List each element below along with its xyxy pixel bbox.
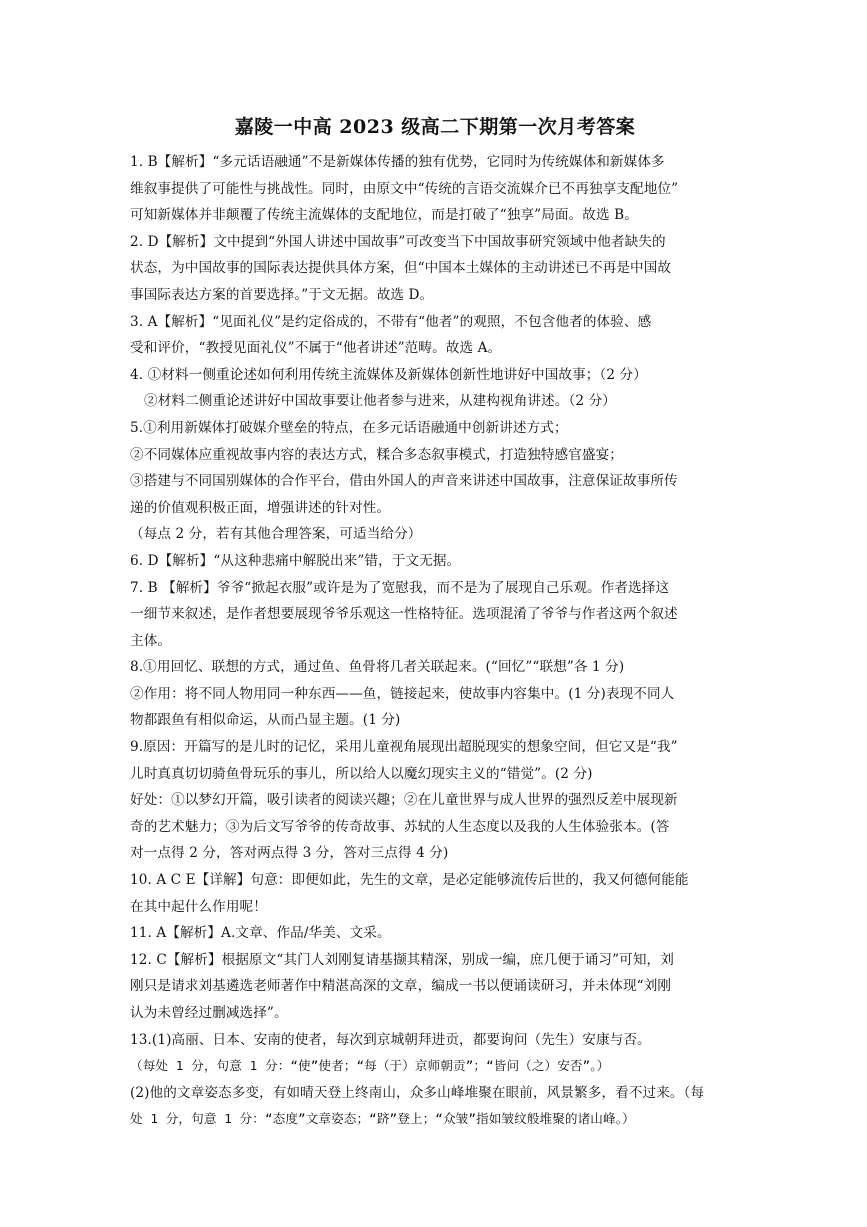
q8-line-1: 8.①用回忆、联想的方式，通过鱼、鱼骨将几者关联起来。(“回忆”“联想”各 1 分) [130,659,625,676]
q9-line-2: 儿时真真切切骑鱼骨玩乐的事儿，所以给人以魔幻现实主义的“错觉”。(2 分) [130,765,593,782]
q7-line-3: 主体。 [130,632,172,649]
q3-line-1: 3. A【解析】“见面礼仪”是约定俗成的，不带有“他者”的观照，不包含他者的体验、感 [130,313,652,330]
q8-line-2: ②作用：将不同人物用同一种东西——鱼，链接起来，使故事内容集中。(1 分)表现不同人 [130,685,675,702]
q9-line-3: 好处：①以梦幻开篇，吸引读者的阅读兴趣；②在儿童世界与成人世界的强烈反差中展现新 [130,792,678,809]
q12-line-3: 认为未曾经过删减选择”。 [130,1005,288,1021]
q12-line-2: 刚只是请求刘基遴选老师著作中精湛高深的文章，编成一书以便诵读研习，并未体现“刘刚 [130,978,672,995]
q13-line-1: 13.(1)高丽、日本、安南的使者，每次到京城朝拜进贡，都要询问（先生）安康与否。 [130,1031,651,1048]
answer-document [130,112,740,1133]
q5-line-4: 递的价值观积极正面，增强讲述的针对性。 [130,499,391,516]
q12-line-1: 12. C【解析】根据原文“其门人刘刚复请基撷其精深，别成一编，庶几便于诵习”可知，刘 [130,951,674,968]
q13-scoring-note-1: （每处 1 分，句意 1 分：“使”使者；“每（于）京师朝贡”；“皆问（之）安否”。） [130,1058,610,1074]
q7-line-1: 7. B 【解析】爷爷“掀起衣服”或许是为了宽慰我，而不是为了展现自己乐观。作者选择这 [130,579,670,596]
q5-line-3: ③搭建与不同国别媒体的合作平台，借由外国人的声音来讲述中国故事，注意保证故事所传 [130,473,678,490]
q2-line-1: 2. D【解析】文中提到“外国人讲述中国故事”可改变当下中国故事研究领域中他者缺失的 [130,233,666,250]
q13-scoring-note-2: 处 1 分，句意 1 分：“态度”文章姿态；“跻”登上；“众皱”指如皱纹般堆聚的诸山峰。） [130,1111,635,1127]
q1-line-1: 1. B【解析】“多元话语融通”不是新媒体传播的独有优势，它同时为传统媒体和新媒体多 [130,154,665,170]
q2-line-2: 状态，为中国故事的国际表达提供具体方案，但“中国本土媒体的主动讲述已不再是中国故 [130,260,672,277]
q9-line-4: 奇的艺术魅力；③为后文写爷爷的传奇故事、苏轼的人生态度以及我的人生体验张本。(答 [130,818,670,835]
page-title: 嘉陵一中高 2023 级高二下期第一次月考答案 [234,116,636,138]
q1-line-3: 可知新媒体并非颠覆了传统主流媒体的支配地位，而是打破了“独享”局面。故选 B。 [130,207,638,224]
q9-line-5: 对一点得 2 分，答对两点得 3 分，答对三点得 4 分) [130,845,449,862]
q4-line-1: 4. ①材料一侧重论述如何利用传统主流媒体及新媒体创新性地讲好中国故事；（2 分） [130,366,647,383]
q5-scoring-note: （每点 2 分，若有其他合理答案，可适当给分） [130,526,422,543]
q3-line-2: 受和评价，“教授见面礼仪”不属于“他者讲述”范畴。故选 A。 [130,340,502,357]
q4-line-2: ②材料二侧重论述讲好中国故事要让他者参与进来，从建构视角讲述。（2 分） [144,393,616,410]
q10-line-2: 在其中起什么作用呢！ [130,898,267,915]
q11-line-1: 11. A【解析】A.文章、作品/华美、文采。 [130,925,391,942]
q2-line-3: 事国际表达方案的首要选择。”于文无据。故选 D。 [130,286,434,303]
q7-line-2: 一细节来叙述，是作者想要展现爷爷乐观这一性格特征。选项混淆了爷爷与作者这两个叙述 [130,606,678,623]
q6-line-1: 6. D【解析】“从这种悲痛中解脱出来”错，于文无据。 [130,552,461,569]
q9-line-1: 9.原因：开篇写的是儿时的记忆，采用儿童视角展现出超脱现实的想象空间，但它又是“我” [130,739,678,756]
q1-line-2: 维叙事提供了可能性与挑战性。同时，由原文中“传统的言语交流媒介已不再独享支配地位” [130,180,679,197]
q10-line-1: 10. A C E【详解】句意：即便如此，先生的文章，是必定能够流传后世的，我又何德何能能 [130,872,689,889]
q5-line-2: ②不同媒体应重视故事内容的表达方式，糅合多态叙事模式，打造独特感官盛宴； [130,446,623,463]
q8-line-3: 物都跟鱼有相似命运，从而凸显主题。(1 分) [130,712,401,729]
q5-line-1: 5.①利用新媒体打破媒介壁垒的特点，在多元话语融通中创新讲述方式； [130,419,568,436]
q13-line-2: (2)他的文章姿态多变，有如晴天登上终南山，众多山峰堆聚在眼前，风景繁多，看不过来。（每 [130,1084,705,1101]
